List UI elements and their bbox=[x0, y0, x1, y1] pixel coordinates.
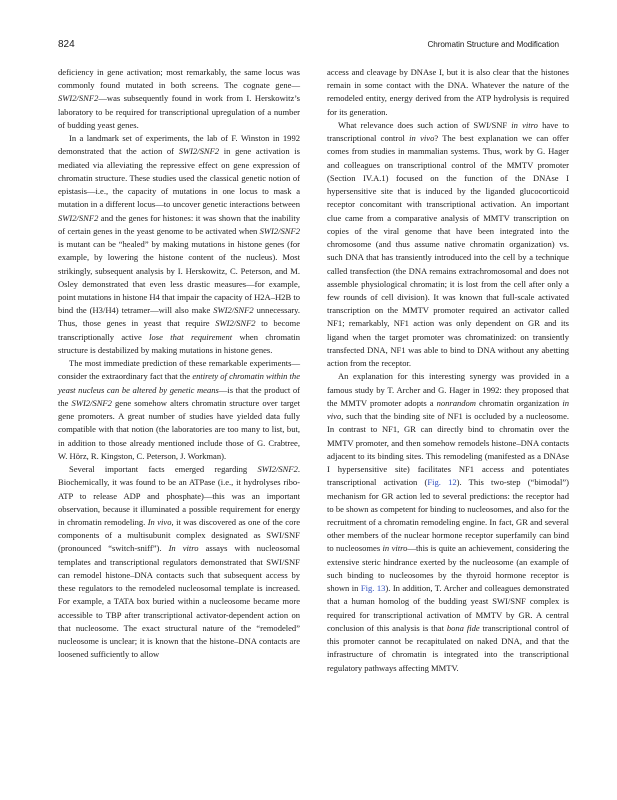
emphasis: in vitro bbox=[382, 543, 408, 554]
emphasis: nonrandom bbox=[436, 397, 476, 408]
running-head: Chromatin Structure and Modification bbox=[427, 40, 559, 49]
emphasis: lose that requirement bbox=[149, 331, 233, 342]
paragraph: An explanation for this interesting synergy was provided in a famous study by T. Archer and G. Hager in 1992: they proposed that the MMTV promoter adopts a nonrandom chromatin organization in vivo, such that the binding site of NF1 is occluded by a nucleosome. In contrast to NF1, GR can directly bind to chromatin over the MMTV promoter, and then somehow remodels histone–DNA contacts adjacent to its binding sites. This remodeling (manifested as a DNAse I hypersensitive site) facilitates NF1 access and potentiates transcriptional activation (Fig. 12). This two-step (“bimodal”) mechanism for GR action led to several predictions: the receptor had to be shown as competent for binding to nucleosomes, and also for the recruitment of a chromatin remodeling engine. In fact, GR and several other members of the nuclear hormone receptor superfamily can bind to nucleosomes in vitro—this is quite an achievement, considering the extensive steric hindrance exerted by the nucleosome (an example of such binding to nucleosomes by the thyroid hormone receptor is shown in Fig. 13). In addition, T. Archer and colleagues demonstrated that a human homolog of the budding yeast SWI/SNF complex is required for transcriptional activation of MMTV by GR. A central conclusion of this analysis is that bona fide transcriptional control of this promoter cannot be recapitulated on naked DNA, and that the infrastructure of chromatin is integrated into the transcriptional regulatory pathways affecting MMTV. bbox=[327, 371, 570, 673]
gene-name: SWI2/SNF2 bbox=[257, 464, 298, 475]
emphasis: bona fide bbox=[446, 622, 480, 633]
gene-name: SWI2/SNF2 bbox=[58, 212, 99, 223]
emphasis: In vitro bbox=[168, 543, 199, 554]
gene-name: SWI2/SNF2 bbox=[178, 146, 220, 157]
paragraph: deficiency in gene activation; most remarkably, the same locus was commonly found mutated in both screens. The cognate gene—SWI2/SNF2—was subsequently found in work from I. Herskowitz’s laboratory to be required for transcriptional upregulation of a number of budding yeast genes. bbox=[58, 67, 300, 130]
emphasis: entirety of chromatin within the yeast nucleus can be altered by genetic means bbox=[58, 371, 300, 395]
gene-name: SWI2/SNF2 bbox=[213, 305, 254, 316]
right-column bbox=[327, 66, 569, 675]
emphasis: in vivo bbox=[409, 133, 435, 144]
left-column bbox=[58, 66, 300, 662]
paragraph: The most immediate prediction of these remarkable experiments—consider the extraordinary fact that the entirety of chromatin within the yeast nucleus can be altered by genetic means—is that the product of the SWI2/SNF2 gene somehow alters chromatin structure over target gene promoters. A great number of studies have yielded data fully compatible with that notion (the laboratories are too many to list, but, in addition to those already mentioned include those of G. Crabtree, W. Hörz, R. Kingston, C. Peterson, J. Workman). bbox=[58, 358, 301, 461]
gene-name: SWI2/SNF2 bbox=[259, 225, 300, 236]
paragraph: What relevance does such action of SWI/SNF in vitro have to transcriptional control in vivo? The best explanation we can offer comes from studies in mammalian systems. Thus, work by G. Hager and colleagues on transcriptional control of the MMTV promoter (Section IV.A.1) focused on the function of the DNAse I hypersensitive site that is induced by the liganded glucocorticoid receptor concomitant with transcriptional activation. An important clue came from a comparative analysis of MMTV transcription on copies of the viral genome that have been integrated into the chromosome (and thus assume native chromatin organization) vs. such DNA that has transiently introduced into the cell by a technique called transfection (the DNA remains extrachromosomal and does not assemble physiological chromatin; it is lost from the cell after only a few rounds of cell division). It was known that full-scale activated transcription on the MMTV promoter required an activator called NF1; remarkably, NF1 action was only dependent on GR and its ligand when the target promoter was chromatinized: on transiently transfected DNA, NF1 was able to bind to DNA without any abetting action from the receptor. bbox=[327, 119, 569, 369]
page-number: 824 bbox=[58, 39, 75, 50]
emphasis: in vitro bbox=[511, 119, 538, 130]
gene-name: SWI2/SNF2 bbox=[215, 318, 256, 329]
figure-link[interactable]: Fig. 13 bbox=[360, 583, 386, 594]
paragraph: Several important facts emerged regarding SWI2/SNF2. Biochemically, it was found to be an ATPase (i.e., it hydrolyses ribo-ATP to release ADP and phosphate)—this was an important observation, because it illuminated a possible requirement for energy in chromatin remodeling. In vivo, it was discovered as one of the core components of a multisubunit complex designated as SWI/SNF (pronounced “switch-sniff”). In vitro assays with nucleosomal templates and transcriptional regulators demonstrated that SWI/SNF can remodel histone–DNA contacts such that subsequent access by these regulators to the remodeled nucleosomal template is increased. For example, a TATA box buried within a nucleosome became more accessible to TBP after transcriptional activator-dependent action on that nucleosome. The exact structural nature of the “remodeled” nucleosome is unclear; it is known that the histone–DNA contacts are loosened sufficiently to allow bbox=[58, 464, 300, 660]
page-header bbox=[58, 39, 559, 51]
emphasis: in vivo bbox=[327, 397, 570, 422]
emphasis: In vivo bbox=[147, 516, 172, 527]
paragraph: access and cleavage by DNAse I, but it is also clear that the histones remain in some contact with the DNA. Whatever the nature of the remodeled entity, energy derived from the ATP hydrolysis is required for its generation. bbox=[327, 67, 569, 117]
figure-link[interactable]: Fig. 12 bbox=[427, 477, 457, 488]
gene-name: SWI2/SNF2 bbox=[58, 93, 99, 104]
paragraph: In a landmark set of experiments, the lab of F. Winston in 1992 demonstrated that the action of SWI2/SNF2 in gene activation is mediated via alleviating the repressive effect on gene expression of chromatin structure. These studies used the classical genetic notion of epistasis—i.e., the capacity of mutations in one locus to mask a mutation in a different locus—to uncover genetic interactions between SWI2/SNF2 and the genes for histones: it was shown that the inability of certain genes in the yeast genome to be activated when SWI2/SNF2 is mutant can be “healed” by making mutations in histone genes (for example, by lowering the histone content of the nucleus). Most strikingly, subsequent analysis by I. Herskowitz, C. Peterson, and M. Osley demonstrated that even less drastic measures—for example, point mutations in histone H4 that impair the capacity of H2A–H2B to bind the (H3/H4) tetramer—will also make SWI2/SNF2 unnecessary. Thus, those genes in yeast that require SWI2/SNF2 to become transcriptionally active lose that requirement when chromatin structure is destabilized by making mutations in histone genes. bbox=[58, 133, 300, 355]
gene-name: SWI2/SNF2 bbox=[71, 397, 112, 408]
